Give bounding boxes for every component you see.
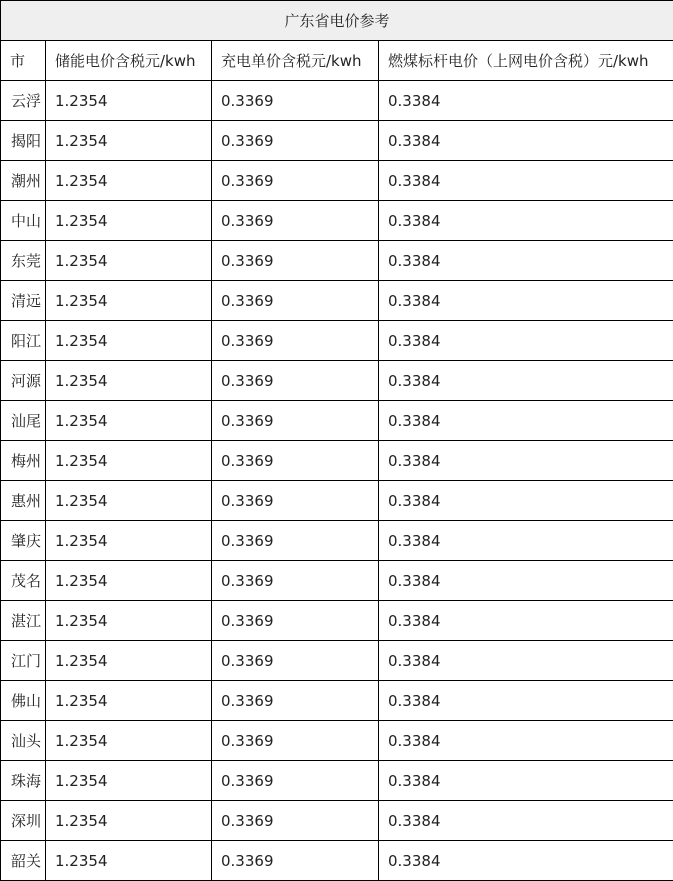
city-cell: 佛山 <box>1 681 46 721</box>
city-cell: 深圳 <box>1 801 46 841</box>
charging-price-cell: 0.3369 <box>212 441 379 481</box>
city-cell: 云浮 <box>1 81 46 121</box>
storage-price-cell: 1.2354 <box>46 361 212 401</box>
coal-price-cell: 0.3384 <box>379 681 673 721</box>
charging-price-cell: 0.3369 <box>212 601 379 641</box>
storage-price-cell: 1.2354 <box>46 241 212 281</box>
storage-price-cell: 1.2354 <box>46 481 212 521</box>
table-row <box>1 81 673 121</box>
title-row <box>1 1 673 41</box>
header-row <box>1 41 673 81</box>
city-cell: 东莞 <box>1 241 46 281</box>
city-cell: 惠州 <box>1 481 46 521</box>
header-storage-price: 储能电价含税元/kwh <box>46 41 212 81</box>
table-row <box>1 361 673 401</box>
coal-price-cell: 0.3384 <box>379 121 673 161</box>
table-body <box>1 81 673 881</box>
table-row <box>1 401 673 441</box>
charging-price-cell: 0.3369 <box>212 641 379 681</box>
table-row <box>1 561 673 601</box>
city-cell: 珠海 <box>1 761 46 801</box>
table-row <box>1 121 673 161</box>
coal-price-cell: 0.3384 <box>379 481 673 521</box>
storage-price-cell: 1.2354 <box>46 521 212 561</box>
charging-price-cell: 0.3369 <box>212 841 379 881</box>
table-row <box>1 761 673 801</box>
table-title: 广东省电价参考 <box>1 1 673 41</box>
table-row <box>1 281 673 321</box>
charging-price-cell: 0.3369 <box>212 801 379 841</box>
city-cell: 韶关 <box>1 841 46 881</box>
city-cell: 茂名 <box>1 561 46 601</box>
city-cell: 中山 <box>1 201 46 241</box>
charging-price-cell: 0.3369 <box>212 721 379 761</box>
city-cell: 揭阳 <box>1 121 46 161</box>
storage-price-cell: 1.2354 <box>46 681 212 721</box>
coal-price-cell: 0.3384 <box>379 401 673 441</box>
storage-price-cell: 1.2354 <box>46 81 212 121</box>
header-charging-price: 充电单价含税元/kwh <box>212 41 379 81</box>
header-city: 市 <box>1 41 46 81</box>
storage-price-cell: 1.2354 <box>46 321 212 361</box>
storage-price-cell: 1.2354 <box>46 201 212 241</box>
table-row <box>1 601 673 641</box>
table-row <box>1 241 673 281</box>
charging-price-cell: 0.3369 <box>212 81 379 121</box>
storage-price-cell: 1.2354 <box>46 401 212 441</box>
storage-price-cell: 1.2354 <box>46 601 212 641</box>
coal-price-cell: 0.3384 <box>379 601 673 641</box>
coal-price-cell: 0.3384 <box>379 161 673 201</box>
table-row <box>1 441 673 481</box>
city-cell: 汕尾 <box>1 401 46 441</box>
charging-price-cell: 0.3369 <box>212 481 379 521</box>
city-cell: 梅州 <box>1 441 46 481</box>
charging-price-cell: 0.3369 <box>212 521 379 561</box>
coal-price-cell: 0.3384 <box>379 241 673 281</box>
charging-price-cell: 0.3369 <box>212 761 379 801</box>
charging-price-cell: 0.3369 <box>212 201 379 241</box>
city-cell: 湛江 <box>1 601 46 641</box>
coal-price-cell: 0.3384 <box>379 801 673 841</box>
coal-price-cell: 0.3384 <box>379 561 673 601</box>
storage-price-cell: 1.2354 <box>46 801 212 841</box>
charging-price-cell: 0.3369 <box>212 681 379 721</box>
coal-price-cell: 0.3384 <box>379 281 673 321</box>
table-row <box>1 201 673 241</box>
storage-price-cell: 1.2354 <box>46 121 212 161</box>
coal-price-cell: 0.3384 <box>379 761 673 801</box>
storage-price-cell: 1.2354 <box>46 161 212 201</box>
charging-price-cell: 0.3369 <box>212 241 379 281</box>
coal-price-cell: 0.3384 <box>379 721 673 761</box>
charging-price-cell: 0.3369 <box>212 121 379 161</box>
charging-price-cell: 0.3369 <box>212 161 379 201</box>
charging-price-cell: 0.3369 <box>212 561 379 601</box>
coal-price-cell: 0.3384 <box>379 441 673 481</box>
table-row <box>1 161 673 201</box>
storage-price-cell: 1.2354 <box>46 761 212 801</box>
table-row <box>1 321 673 361</box>
coal-price-cell: 0.3384 <box>379 521 673 561</box>
table-row <box>1 521 673 561</box>
coal-price-cell: 0.3384 <box>379 81 673 121</box>
table-row <box>1 641 673 681</box>
charging-price-cell: 0.3369 <box>212 321 379 361</box>
city-cell: 河源 <box>1 361 46 401</box>
city-cell: 江门 <box>1 641 46 681</box>
coal-price-cell: 0.3384 <box>379 361 673 401</box>
coal-price-cell: 0.3384 <box>379 201 673 241</box>
storage-price-cell: 1.2354 <box>46 841 212 881</box>
table-row <box>1 801 673 841</box>
city-cell: 潮州 <box>1 161 46 201</box>
city-cell: 清远 <box>1 281 46 321</box>
storage-price-cell: 1.2354 <box>46 281 212 321</box>
city-cell: 阳江 <box>1 321 46 361</box>
storage-price-cell: 1.2354 <box>46 441 212 481</box>
storage-price-cell: 1.2354 <box>46 721 212 761</box>
charging-price-cell: 0.3369 <box>212 281 379 321</box>
coal-price-cell: 0.3384 <box>379 841 673 881</box>
table-row <box>1 841 673 881</box>
coal-price-cell: 0.3384 <box>379 641 673 681</box>
table-row <box>1 481 673 521</box>
city-cell: 肇庆 <box>1 521 46 561</box>
charging-price-cell: 0.3369 <box>212 361 379 401</box>
header-coal-benchmark-price: 燃煤标杆电价（上网电价含税）元/kwh <box>379 41 673 81</box>
charging-price-cell: 0.3369 <box>212 401 379 441</box>
coal-price-cell: 0.3384 <box>379 321 673 361</box>
table-row <box>1 721 673 761</box>
storage-price-cell: 1.2354 <box>46 641 212 681</box>
storage-price-cell: 1.2354 <box>46 561 212 601</box>
table-row <box>1 681 673 721</box>
city-cell: 汕头 <box>1 721 46 761</box>
